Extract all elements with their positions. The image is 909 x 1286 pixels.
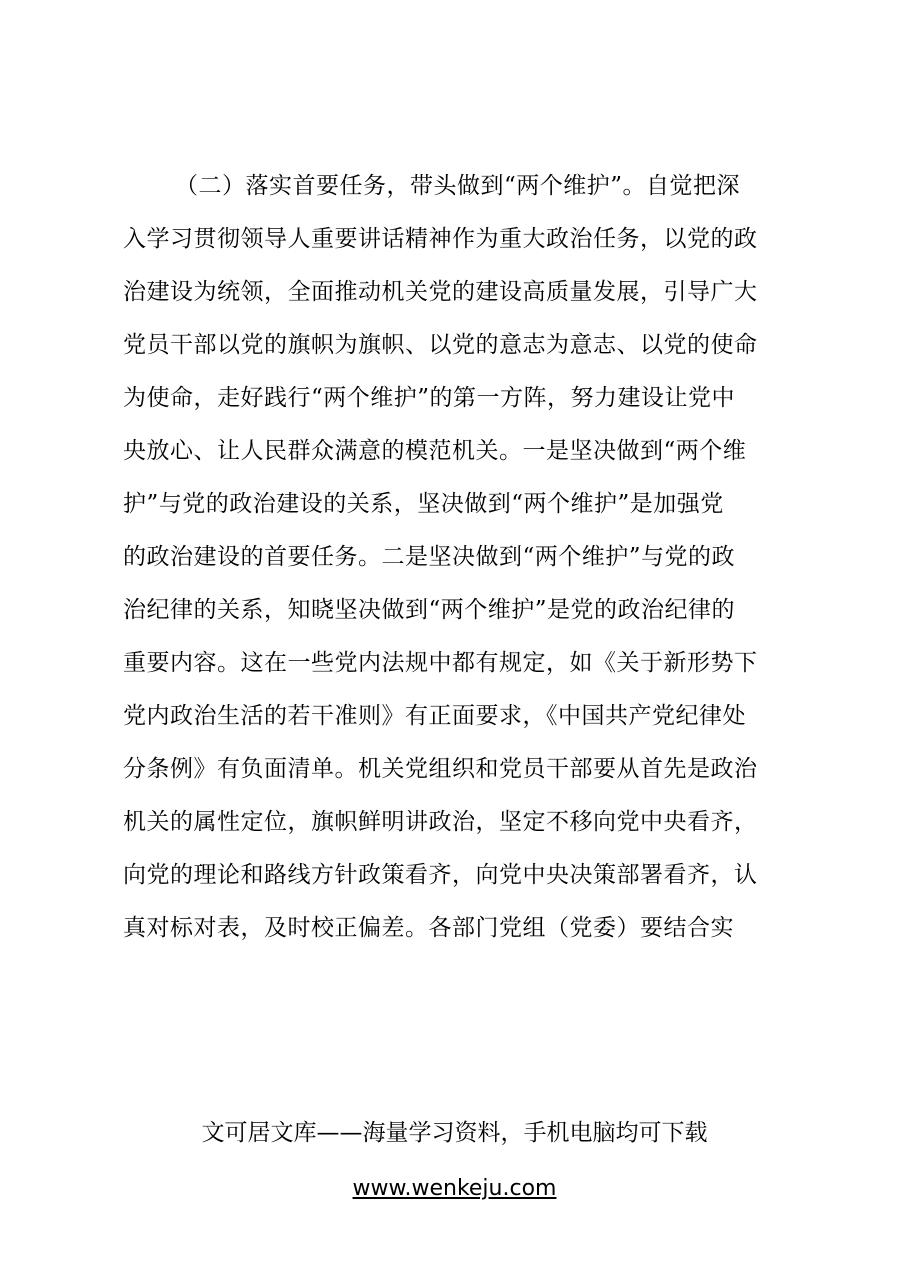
paragraph-line: 入学习贯彻领导人重要讲话精神作为重大政治任务，以党的政 [123,226,758,252]
paragraph-line: 为使命，走好践行“两个维护”的第一方阵，努力建设让党中 [123,385,736,411]
paragraph-line: 党员干部以党的旗帜为旗帜、以党的意志为意志、以党的使命 [123,332,758,358]
paragraph-line: 治纪律的关系，知晓坚决做到“两个维护”是党的政治纪律的 [123,597,736,623]
footer-url-link[interactable]: www.wenkeju.com [352,1176,557,1201]
paragraph-line: 向党的理论和路线方针政策看齐，向党中央决策部署看齐，认 [123,862,758,888]
paragraph-line: 护”与党的政治建设的关系，坚决做到“两个维护”是加强党 [123,491,724,517]
paragraph-line: 分条例》有负面清单。机关党组织和党员干部要从首先是政治 [123,756,758,782]
body-paragraph [123,164,803,959]
paragraph-line: 的政治建设的首要任务。二是坚决做到“两个维护”与党的政 [123,544,736,570]
paragraph-line: 党内政治生活的若干准则》有正面要求，《中国共产党纪律处 [123,703,746,729]
paragraph-line: 真对标对表，及时校正偏差。各部门党组（党委）要结合实 [123,915,734,941]
paragraph-line: 治建设为统领，全面推动机关党的建设高质量发展，引导广大 [123,279,758,305]
footer-url-container [0,1174,909,1204]
paragraph-line: 央放心、让人民群众满意的模范机关。一是坚决做到“两个维 [123,438,747,464]
paragraph-line: 重要内容。这在一些党内法规中都有规定，如《关于新形势下 [123,650,758,676]
footer-slogan: 文可居文库——海量学习资料，手机电脑均可下载 [201,1120,708,1146]
paragraph-line: 机关的属性定位，旗帜鲜明讲政治，坚定不移向党中央看齐， [123,809,758,835]
paragraph-line: （二）落实首要任务，带头做到“两个维护”。自觉把深 [175,173,741,199]
